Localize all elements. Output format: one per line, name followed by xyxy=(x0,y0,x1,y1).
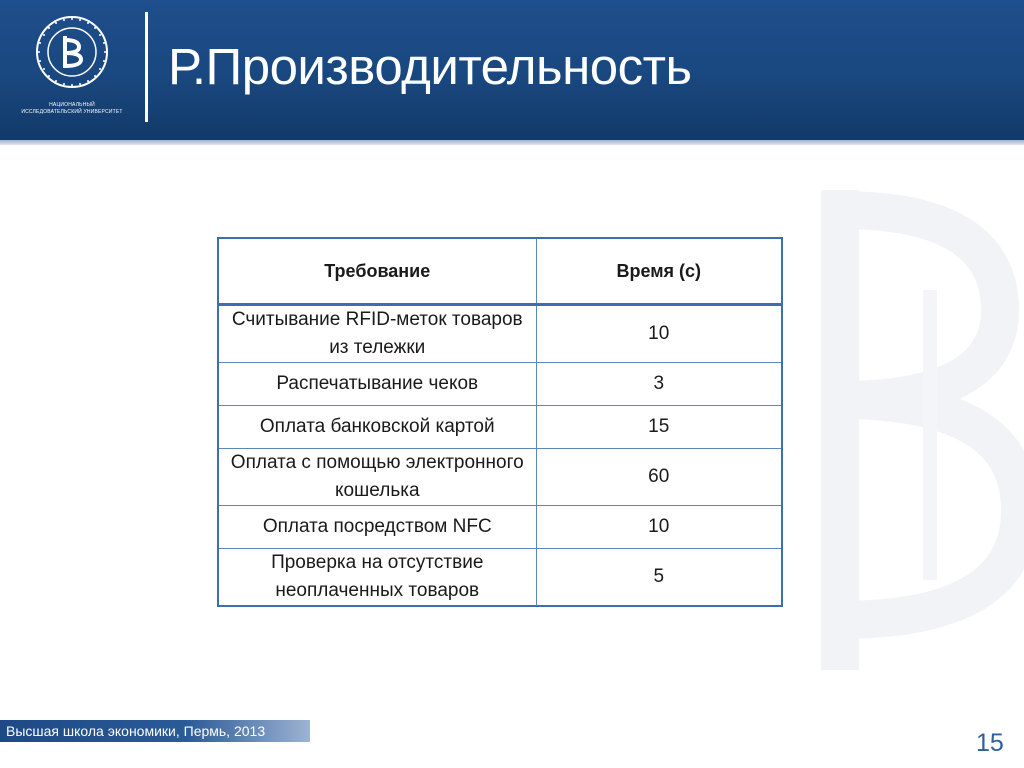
table-row xyxy=(218,549,782,607)
watermark-logo-icon xyxy=(780,150,1024,710)
requirement-cell: Считывание RFID-меток товаров из тележки xyxy=(218,305,536,363)
table-row xyxy=(218,406,782,449)
page-number: 15 xyxy=(976,729,1004,757)
table-row xyxy=(218,363,782,406)
page-title: Р.Производительность xyxy=(168,38,692,95)
column-header-requirement: Требование xyxy=(218,238,536,305)
time-cell: 60 xyxy=(536,449,782,506)
university-logo xyxy=(20,14,124,124)
table-row xyxy=(218,305,782,363)
footer-text: Высшая школа экономики, Пермь, 2013 xyxy=(6,723,266,739)
logo-emblem-icon xyxy=(34,14,110,90)
time-cell: 15 xyxy=(536,406,782,449)
time-cell: 3 xyxy=(536,363,782,406)
table-header-row xyxy=(218,238,782,305)
table-row xyxy=(218,449,782,506)
header-divider xyxy=(145,12,148,122)
requirement-cell: Оплата с помощью электронного кошелька xyxy=(218,449,536,506)
column-header-time: Время (с) xyxy=(536,238,782,305)
time-cell: 10 xyxy=(536,506,782,549)
time-cell: 10 xyxy=(536,305,782,363)
requirement-cell: Оплата банковской картой xyxy=(218,406,536,449)
header-rule xyxy=(0,140,1024,145)
performance-table xyxy=(217,237,783,607)
table-row xyxy=(218,506,782,549)
time-cell: 5 xyxy=(536,549,782,607)
requirement-cell: Проверка на отсутствие неоплаченных товаров xyxy=(218,549,536,607)
requirement-cell: Распечатывание чеков xyxy=(218,363,536,406)
requirement-cell: Оплата посредством NFC xyxy=(218,506,536,549)
logo-caption: НАЦИОНАЛЬНЫЙ ИССЛЕДОВАТЕЛЬСКИЙ УНИВЕРСИТЕТ xyxy=(21,102,123,115)
